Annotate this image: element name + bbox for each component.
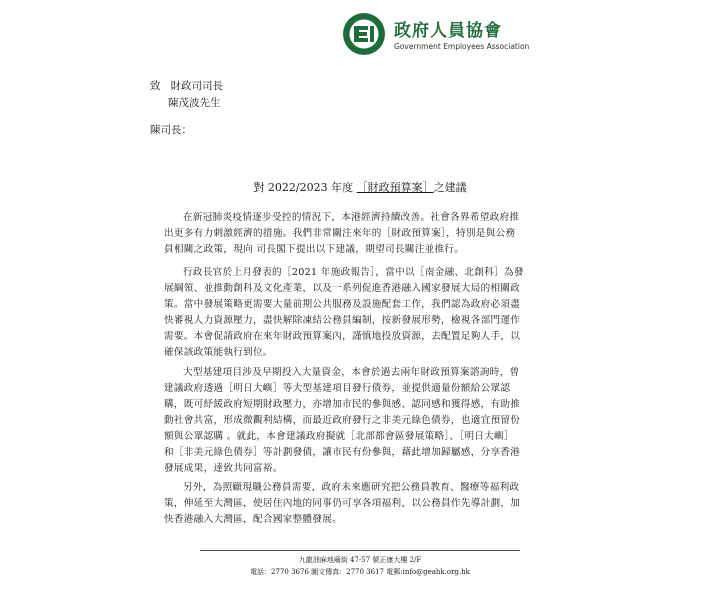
paragraph-1: [164, 210, 556, 258]
title-underlined: ［財政預算案］: [356, 181, 434, 194]
footer-divider: [200, 550, 520, 551]
footer-address: 九龍油麻地廟街 47-57 號正康大樓 2/F: [298, 556, 422, 564]
paragraph-4: [164, 480, 556, 528]
paragraph-3: [164, 365, 556, 477]
association-logo: [342, 12, 386, 56]
para-line: 大型基建項目涉及早期投入大量資金，本會於過去兩年財政預算案諮詢時，曾: [183, 367, 520, 378]
paragraph-2: [164, 265, 556, 361]
para-line: 需要。本會促請政府在來年財政預算案內，謹慎地投放資源，去配置足夠人手，以: [164, 331, 521, 342]
org-name-cn: 政府人員協會: [394, 21, 502, 41]
org-name-en: Government Employees Association: [394, 42, 530, 51]
recipient-title: 財政司司長: [170, 80, 224, 92]
to-prefix: 致: [150, 80, 161, 92]
recipient-line-1: [150, 78, 223, 93]
para-line: 動社會共富，形成微觀利結構，而最近政府發行之非美元綠色債券，也適宜預留份: [164, 415, 521, 426]
para-line: 另外，為照顧現職公務員需要，政府未來應研究把公務員教育、醫療等福利政: [183, 482, 520, 493]
para-line: 展綱領、並推動創科及文化產業，以及一系列促進香港融入國家發展大局的相關政: [164, 283, 521, 294]
para-line: 確保該政策能執行到位。: [164, 347, 273, 358]
recipient-name: 陳茂波先生: [168, 97, 221, 109]
para-line: 員相關之政策，現向 司長閣下提出以下建議，期望司長關注並推行。: [164, 244, 465, 255]
para-line: 建議政府透過［明日大嶼］等大型基建項目發行債券，並提供適量份額給公眾認: [164, 383, 511, 394]
letterhead: [342, 12, 582, 60]
para-line: 行政長官於上月發表的［2021 年施政報告］，當中以［南金融、北創科］為發: [183, 267, 524, 278]
para-line: 策，伸延至大灣區，使居住內地的同事仍可享各項福利，以公務員作先導計劃，加: [164, 498, 521, 509]
para-line: 和［非美元綠色債券］等計劃發債，讓市民有份參與，藉此增加歸屬感，分享香港: [164, 447, 521, 458]
title-prefix: 對 2022/2023 年度: [253, 181, 354, 194]
letter-title: [0, 179, 720, 195]
para-line: 快審視人力資源壓力，盡快解除凍結公務員編制，按新發展形勢，檢視各部門運作: [164, 315, 521, 326]
para-line: 額與公眾認購 。就此，本會建議政府擬就［北部都會區發展策略］、［明日大嶼］: [164, 431, 514, 442]
para-line: 出更多有力刺激經濟的措施。我們非常關注來年的［財政預算案］，特別是與公務: [164, 228, 516, 239]
salutation: 陳司長：: [150, 124, 192, 136]
para-line: 快香港融入大灣區，配合國家整體發展。: [164, 514, 343, 525]
para-line: 購，既可紓緩政府短期財政壓力，亦增加市民的參與感、認同感和獲得感，有助推: [164, 399, 521, 410]
footer-contact: 電話：2770 3676 圖文傳真：2770 3617 電郵:info@geahk.org.hk: [250, 568, 470, 576]
para-line: 發展成果，達致共同富裕。: [164, 463, 283, 474]
para-line: 策。當中發展策略更需要大量前期公共服務及設施配套工作，我們認為政府必須盡: [164, 299, 521, 310]
para-line: 在新冠肺炎疫情逐步受控的情況下，本港經濟持續改善。社會各界希望政府推: [183, 212, 520, 223]
title-suffix: 之建議: [433, 181, 467, 194]
